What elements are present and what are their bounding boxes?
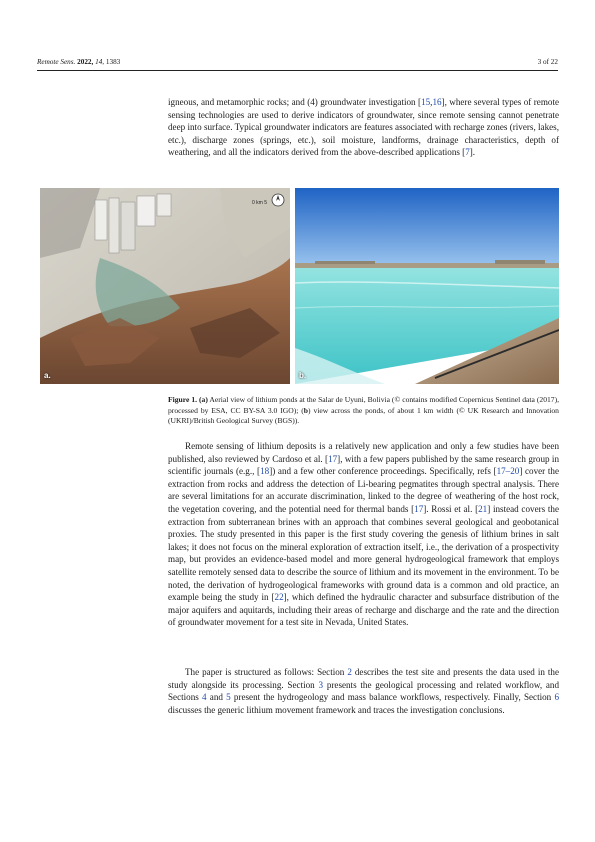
intro-paragraph: igneous, and metamorphic rocks; and (4) groundwater investigation [15,16], where several types of remote sensing technologies are used to derive indicators of groundwater, since remote sensing cannot penetrate deep into surface. Typical groundwater indicators are features associated with recharge zones (rivers, lakes, etc.), discharge zones (springs, etc.), soil moisture, landforms, drainage characteristics, depth of weathering, and all the indicators derived from the above-described applications [7]. <box>168 97 560 158</box>
citation-link[interactable]: 16 <box>432 97 442 107</box>
panel-label-a: a. <box>44 371 51 380</box>
scale-bar: 0 km 5 <box>252 200 268 206</box>
header-citation: Remote Sens. 2022, 14, 1383 <box>37 58 121 66</box>
page-number: 3 of 22 <box>537 58 558 66</box>
panel-label-b: b. <box>299 371 307 380</box>
citation-link[interactable]: 17 <box>414 503 424 514</box>
section-link[interactable]: 2 <box>347 667 352 677</box>
citation-link[interactable]: 21 <box>478 503 488 514</box>
aerial-image-lithium-ponds <box>40 188 290 384</box>
citation-link[interactable]: 18 <box>260 466 270 477</box>
section-link[interactable]: 3 <box>318 679 324 690</box>
citation-link[interactable]: 17–20 <box>496 466 520 477</box>
citation-link[interactable]: 17 <box>328 453 338 464</box>
body-paragraph-3: The paper is structured as follows: Section 2 describes the test site and presents the data used in the study alongside its processing. Section 3 presents the geological processing and related workflow, and Sections 4 and 5 present the hydrogeology and mass balance workflows, respectively. Finally, Section 6 discusses the generic lithium movement framework and traces the investigation conclusions. <box>168 667 559 715</box>
photo-view-across-ponds <box>295 188 559 384</box>
citation-link[interactable]: 15 <box>421 97 431 107</box>
figure-caption: Figure 1. (a) Aerial view of lithium ponds at the Salar de Uyuni, Bolivia (© contains modified Copernicus Sentinel data (2017), processed by ESA, CC BY-SA 3.0 IGO); (b) view across the ponds, of about 1 km width (© UK Research and Innovation (UKRI)/British Geological Survey (BGS)). <box>168 395 560 426</box>
section-link[interactable]: 4 <box>202 692 207 703</box>
running-header <box>37 58 558 70</box>
section-link[interactable]: 5 <box>226 692 231 703</box>
citation-link[interactable]: 7 <box>465 147 470 158</box>
citation-link[interactable]: 22 <box>274 592 284 603</box>
section-link[interactable]: 6 <box>554 692 559 703</box>
header-rule <box>37 70 558 71</box>
figure-1 <box>40 188 559 384</box>
body-paragraph-2: Remote sensing of lithium deposits is a relatively new application and only a few studies have been published, also reviewed by Cardoso et al. [17], with a few papers published by the same research group in scientific journals (e.g., [18]) and a few other conference proceedings. Specifically, refs [17–20] cover the extraction from rocks and address the detection of Li-bearing pegmatites through spectral analysis. There are several limitations for an accurate discrimination, linked to the degree of weathering of the host rock, the vegetation covering, and the potential need for thermal bands [17]. Rossi et al. [21] instead covers the extraction from subterranean brines with an approach that combines several geological and geobotanical proxies. The study presented in this paper is the first study covering the genesis of lithium brines in salt lakes; it does not focus on the mineral exploration of extraction itself, i.e., the derivation of a prospectivity map, but provides an evidence-based model and more general hydrogeological framework that employs satellite remotely sensed data to describe the source of lithium and its movement in the environment. To be noted, the derivation of hydrogeological frameworks with ground data is a common and old practice, an example being the study in [22], which defined the hydraulic character and subsurface distribution of the major aquifers and aquitards, including their areas of recharge and discharge and the rate and the direction of groundwater movement for a test site in Nevada, United States. <box>168 441 560 628</box>
